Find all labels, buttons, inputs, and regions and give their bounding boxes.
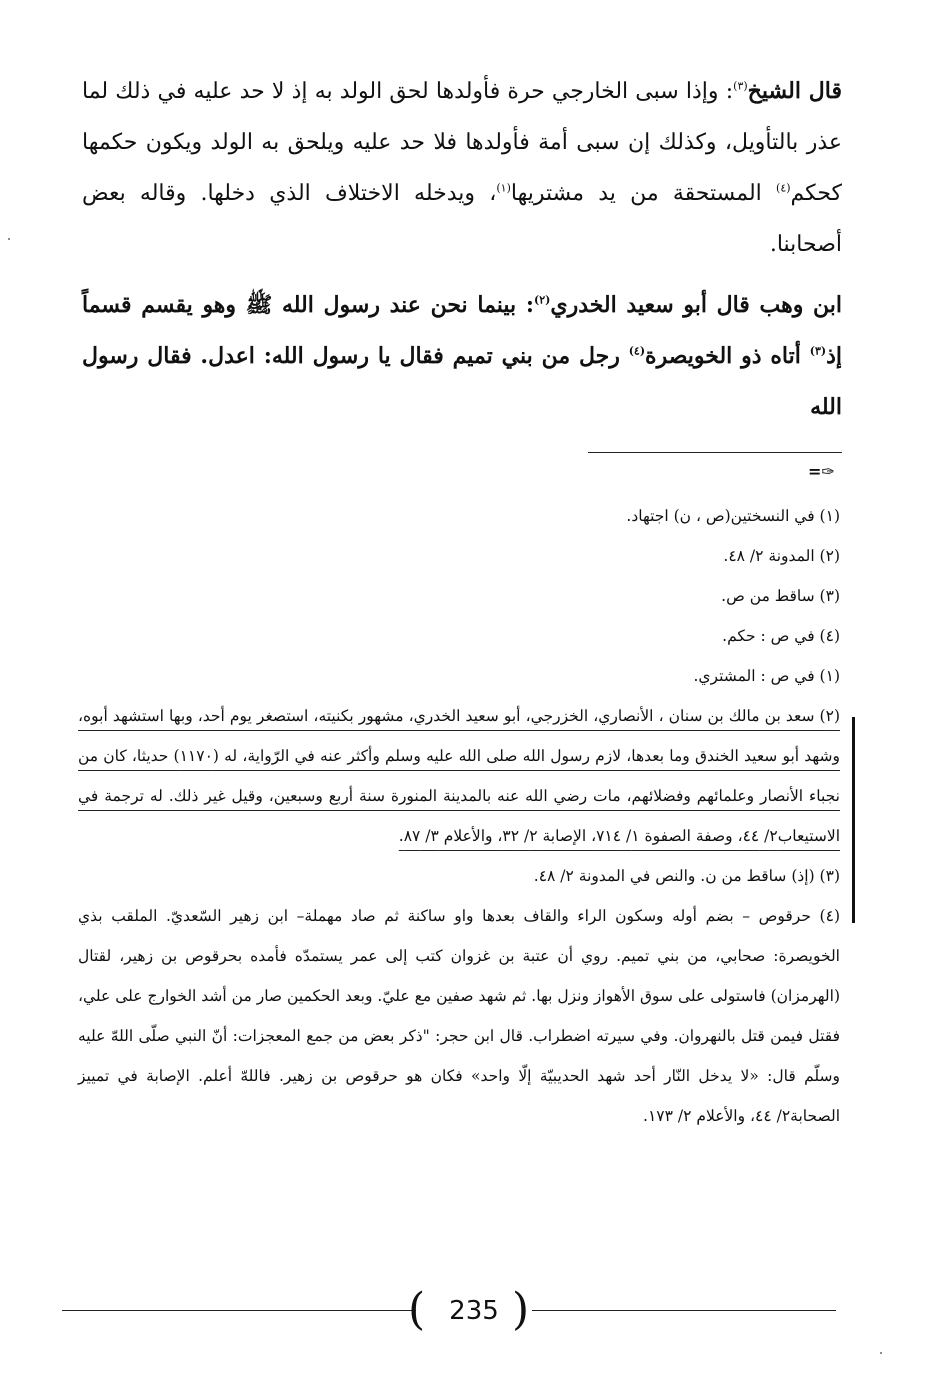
paragraph-2: [82, 280, 842, 433]
scan-speck: [880, 1352, 882, 1354]
paragraph-text: رجل من بني تميم فقال يا رسول الله: اعدل. فقال رسول الله: [82, 343, 842, 420]
paragraph-text: : بينما نحن عند رسول الله ﷺ وهو يقسم قسماً إذ: [82, 292, 842, 369]
footnote: (١) في ص : المشتري.: [693, 667, 840, 685]
paragraph-text: : وإذا سبى الخارجي حرة فأولدها لحق الولد به إذ لا حد عليه في ذلك لما عذر بالتأويل، وكذلك إن سبى أمة فأولدها فلا حد عليه ويلحق به الولد ويكون حكمها كحكم: [82, 79, 842, 206]
footnote-ref: (٤): [628, 344, 646, 358]
narrator-label: ابن وهب قال أبو سعيد الخدري: [550, 292, 842, 318]
paragraph-1: [82, 66, 842, 270]
footnote-ref: (٣): [733, 79, 748, 93]
paragraph-text: أتاه ذو الخويصرة: [645, 343, 810, 369]
footnotes: [78, 496, 840, 1136]
footnote: (٤) حرقوص – بضم أوله وسكون الراء والقاف بعدها واو ساكنة ثم صاد مهملة– ابن زهير السّعديّ. الملقب بذي الخويصرة: صحابي، من بني تميم. روي أن عتبة بن غزوان كتب إلى عمر يستمدّه فأمده بحرقوص بن زهير، لقتال (الهرمزان) فاستولى على سوق الأهواز ونزل بها. ثم شهد صفين مع عليّ. وبعد الحكمين صار من أشد الخوارج على علي، فقتل فيمن قتل بالنهروان. وفي سيرته اضطراب. قال ابن حجر: "ذكر بعض من جمع المعجزات: أنّ النبي صلّى اللهّ عليه وسلّم قال: «لا يدخل النّار أحد شهد الحديبيّة إلّا واحد» فكان هو حرقوص بن زهير. فاللهّ أعلم. الإصابة في تمييز الصحابة٢/ ٤٤، والأعلام ٢/ ١٧٣.: [78, 907, 840, 1125]
footnote: (٣) ساقط من ص.: [721, 587, 840, 605]
page-number: 235: [449, 1296, 499, 1326]
footer-rule-left: [62, 1310, 416, 1311]
footnote-text: (٢) سعد بن مالك بن سنان ، الأنصاري، الخزرجي، أبو سعيد الخدري، مشهور بكنيته، استصغر يوم أحد، وبها استشهد أبوه، وشهد أبو سعيد الخندق وما بعدها، لازم رسول الله صلى الله عليه وسلم وأكثر عنه في الرّواية، له (١١٧٠) حديثا، كان من نجباء الأنصار وعلمائهم وفضلائهم، مات رضي الله عنه بالمدينة المنورة سنة أربع وسبعين، وقيل غير ذلك. له ترجمة في الاستيعاب٢/ ٤٤، وصفة الصفوة ١/ ٧١٤، الإصابة ٢/ ٣٢، والأعلام ٣/ ٨٧.: [78, 707, 841, 845]
footnote: (٤) في ص : حكم.: [722, 627, 840, 645]
ornament-icon: =✑: [808, 462, 835, 481]
footnote-ref: (٣): [809, 344, 827, 358]
page-footer: [0, 1284, 935, 1340]
footnote: (٣) (إذ) ساقط من ن. والنص في المدونة ٢/ ٤٨.: [533, 867, 840, 885]
footnote: (١) في النسختين(ص ، ن) اجتهاد.: [626, 507, 840, 525]
footnote-ref: (١): [496, 181, 511, 195]
footnote-underlined: [78, 696, 840, 856]
footer-rule-right: [532, 1310, 836, 1311]
paragraph-text: المستحقة من يد مشتريها: [510, 181, 777, 206]
footnote-ref: (٤): [776, 181, 791, 195]
paragraph-text: ، ويدخله الاختلاف الذي دخلها. وقاله بعض أصحابنا.: [82, 181, 842, 257]
bracket-open: (: [408, 1284, 426, 1335]
bracket-close: ): [512, 1284, 530, 1335]
scan-speck: [8, 238, 10, 240]
footnote-ref: (٢): [533, 293, 551, 307]
footnote: (٢) المدونة ٢/ ٤٨.: [723, 547, 840, 565]
speaker-label: قال الشيخ: [747, 78, 842, 104]
main-text: [82, 66, 842, 443]
margin-bar: [852, 717, 855, 923]
footnote-separator: [588, 452, 842, 453]
